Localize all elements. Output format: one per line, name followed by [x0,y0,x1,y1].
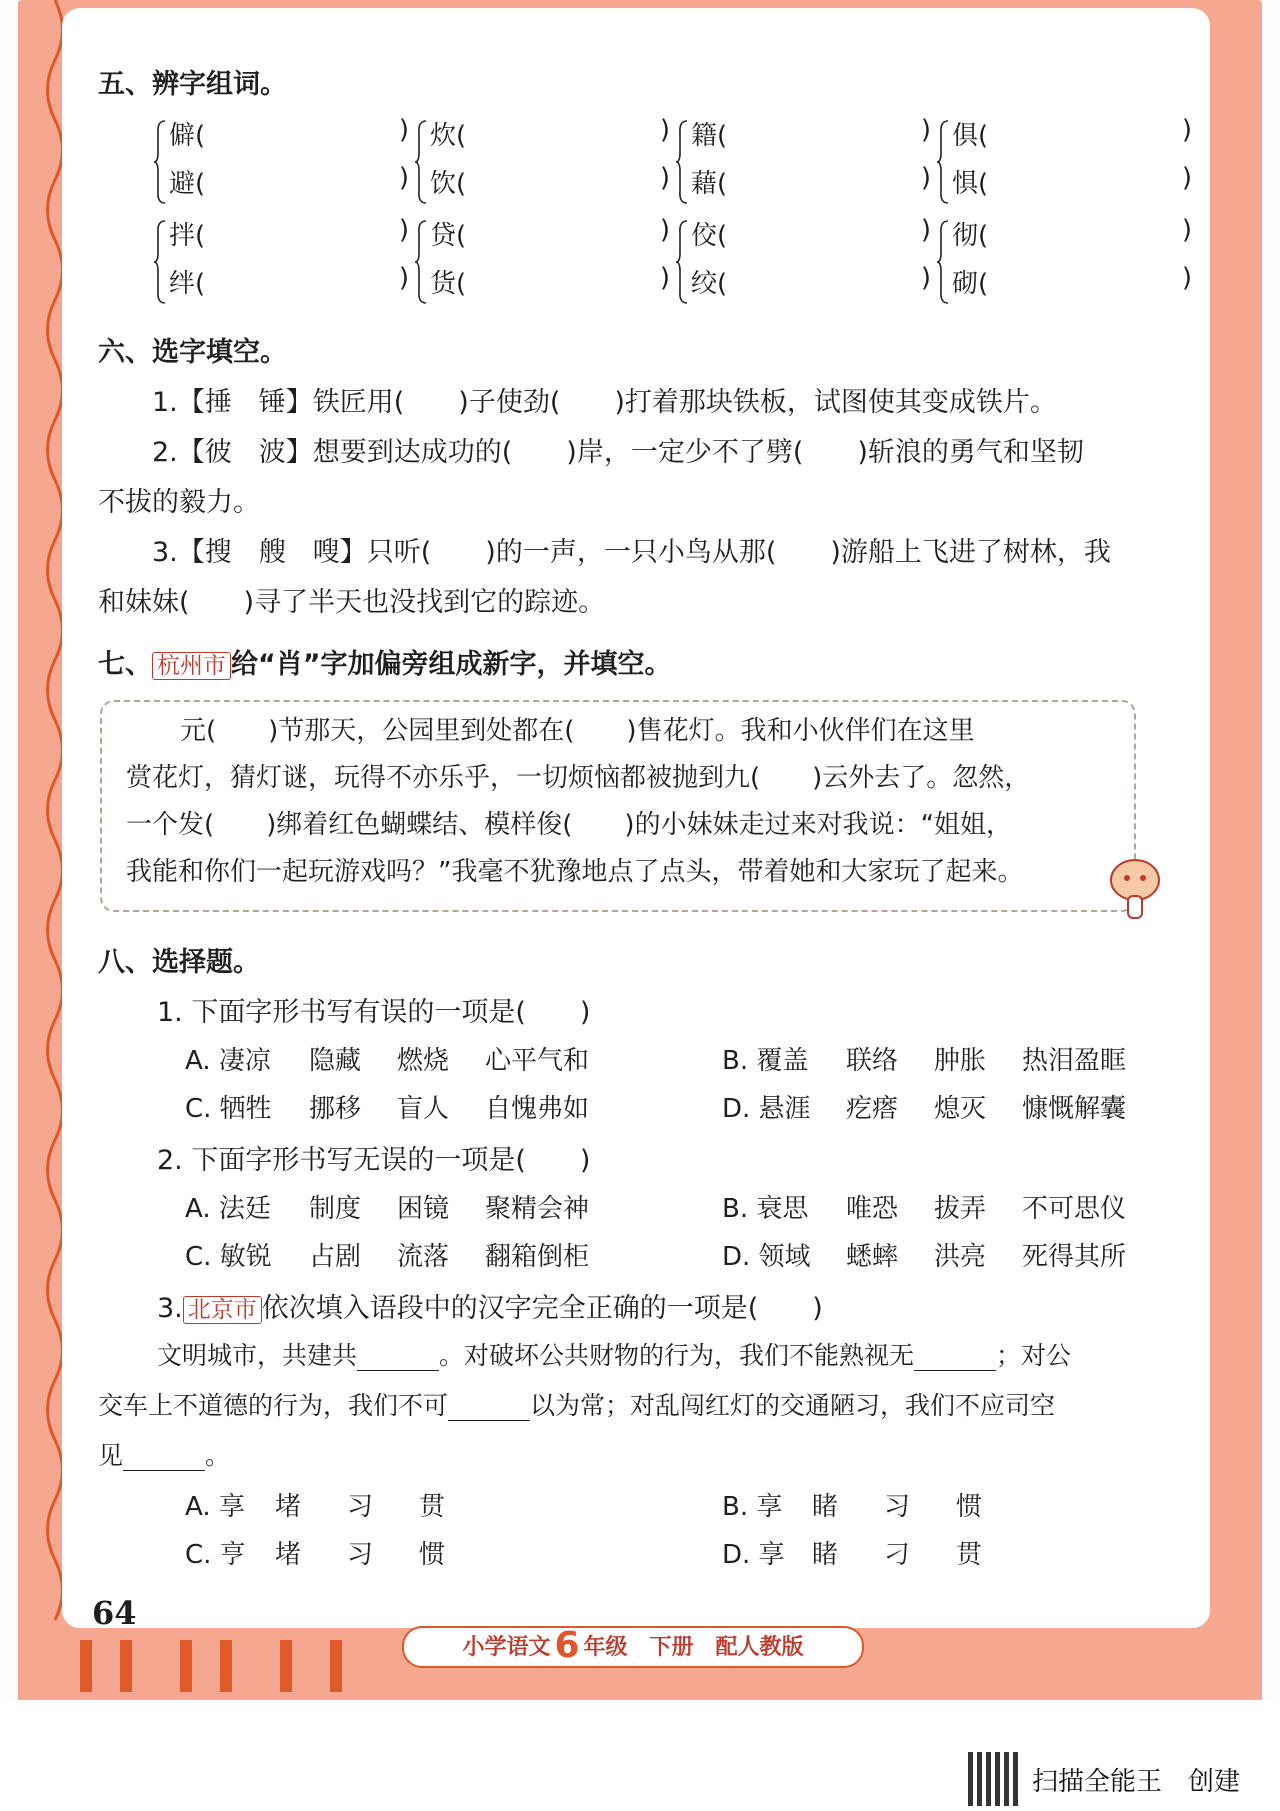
brace-icon [675,219,689,305]
option-word: D. 悬涯 [722,1094,811,1124]
option-word: 心平气和 [485,1046,590,1076]
brace-icon [153,219,167,305]
close-paren: ) [659,163,670,193]
option-b[interactable] [722,1188,1152,1225]
option-word: 联络 [846,1046,899,1076]
close-paren: ) [659,115,670,145]
close-paren: ) [1181,115,1192,145]
q3-text: 。对破坏公共财物的行为，我们不能熟视无 [439,1341,915,1370]
char-prompt: 僻( [169,121,206,151]
option-word: C. 牺牲 [185,1094,272,1124]
q3-text: ；对公 [996,1341,1072,1370]
pair-line[interactable] [169,163,409,200]
option-b[interactable] [722,1486,1016,1523]
option-d[interactable] [722,1088,1152,1125]
char-prompt: 炊( [430,121,467,151]
scanner-watermark [968,1752,1240,1806]
option-word: 惯 [956,1492,983,1522]
option-word: 翻箱倒柜 [485,1242,590,1272]
option-word: 习 [347,1492,374,1522]
close-paren: ) [1181,263,1192,293]
pair-line[interactable] [691,163,931,200]
option-word: 自愧弗如 [485,1094,590,1124]
passage-text [126,708,1116,896]
word-pairs-grid [153,115,1192,315]
option-word: 惯 [419,1540,446,1570]
section6-q3-line2: 和妹妹( )寻了半天也没找到它的踪迹。 [98,587,606,618]
option-word: 洪亮 [934,1242,987,1272]
close-paren: ) [398,115,409,145]
fence-post [120,1640,132,1692]
option-word: 燃烧 [397,1046,450,1076]
option-word: 堵 [275,1540,302,1570]
section6-q2-line1: 2.【彼 波】想要到达成功的( )岸，一定少不了劈( )斩浪的勇气和坚韧 [152,437,1084,468]
section8-q3 [157,1286,823,1325]
option-word: 贯 [956,1540,983,1570]
option-word: 盲人 [397,1094,450,1124]
option-a[interactable] [185,1486,479,1523]
option-word: 睹 [812,1540,839,1570]
word-pair [153,215,413,311]
answer-blank[interactable] [357,1341,439,1371]
close-paren: ) [398,163,409,193]
pair-line[interactable] [952,115,1192,152]
option-word: 制度 [309,1194,362,1224]
char-prompt: 佼( [691,221,728,251]
char-prompt: 惧( [952,169,989,199]
option-word: 习 [347,1540,374,1570]
char-prompt: 藉( [691,169,728,199]
region-tag: 北京市 [183,1296,262,1324]
option-word: A. 法廷 [185,1194,271,1224]
option-word: B. 衰思 [722,1194,809,1224]
option-word: C. 亨 [185,1540,246,1570]
option-d[interactable] [722,1236,1152,1273]
section6-q1: 1.【捶 锤】铁匠用( )子使劲( )打着那块铁板，试图使其变成铁片。 [152,387,1057,418]
option-word: 睹 [812,1492,839,1522]
brace-icon [153,119,167,205]
pair-line[interactable] [952,215,1192,252]
option-b[interactable] [722,1040,1152,1077]
section8-q1: 1. 下面字形书写有误的一项是( ) [157,997,591,1028]
page-number: 64 [92,1594,137,1632]
passage-line: 我能和你们一起玩游戏吗？”我毫不犹豫地点了点头，带着她和大家玩了起来。 [126,857,1024,887]
brace-icon [936,219,950,305]
option-word: 拔弄 [934,1194,987,1224]
option-word: B. 享 [722,1492,783,1522]
q3-question: 依次填入语段中的汉字完全正确的一项是( ) [261,1293,823,1324]
option-word: 隐藏 [309,1046,362,1076]
section8-q2: 2. 下面字形书写无误的一项是( ) [157,1145,591,1176]
banner-edition: 年级 下册 配人教版 [583,1635,804,1660]
word-pair [414,115,674,211]
answer-blank[interactable] [914,1341,996,1371]
pair-line[interactable] [952,163,1192,200]
passage-box [100,700,1136,912]
passage-line: 一个发( )绑着红色蝴蝶结、模样俊( )的小妹妹走过来对我说：“姐姐， [126,810,1013,840]
section8-heading: 八、选择题。 [98,947,260,978]
paper-bottom [62,1580,1210,1628]
pair-line[interactable] [430,163,670,200]
option-word: 不可思仪 [1022,1194,1127,1224]
option-word: 聚精会神 [485,1194,590,1224]
option-c[interactable] [185,1534,479,1571]
scanner-label: 扫描全能王 创建 [1031,1766,1240,1797]
option-c[interactable] [185,1236,615,1273]
mushroom-icon [1106,852,1164,924]
pair-line[interactable] [169,215,409,252]
word-pair [153,115,413,211]
close-paren: ) [920,215,931,245]
option-word: 习 [884,1492,911,1522]
word-pair [936,115,1196,211]
brace-icon [936,119,950,205]
option-word: 困镜 [397,1194,450,1224]
char-prompt: 避( [169,169,206,199]
section7-instruction: 给“肖”字加偏旁组成新字，并填空。 [231,649,672,680]
close-paren: ) [659,215,670,245]
answer-blank[interactable] [448,1391,530,1421]
close-paren: ) [920,115,931,145]
option-word: 蟋蟀 [846,1242,899,1272]
option-word: 肿胀 [934,1046,987,1076]
option-word: A. 凄凉 [185,1046,271,1076]
pair-line[interactable] [169,115,409,152]
q3-text: 交车上不道德的行为，我们不可 [98,1391,449,1420]
passage-line: 元( )节那天，公园里到处都在( )售花灯。我和小伙伴们在这里 [180,716,975,746]
word-pair [414,215,674,311]
fence-post [220,1640,232,1692]
q3-text: 见 [98,1441,124,1470]
pair-line[interactable] [430,215,670,252]
brace-icon [414,119,428,205]
q3-passage-line3 [98,1436,230,1472]
q3-number: 3. [157,1293,183,1324]
word-pair [936,215,1196,311]
option-word: 占剧 [309,1242,362,1272]
option-word: 热泪盈眶 [1022,1046,1127,1076]
option-word: 慷慨解囊 [1022,1094,1127,1124]
pair-line[interactable] [952,263,1192,300]
option-word: D. 领域 [722,1242,811,1272]
answer-blank[interactable] [123,1441,205,1471]
close-paren: ) [920,263,931,293]
option-word: C. 敏锐 [185,1242,272,1272]
q3-text: 以为常；对乱闯红灯的交通陋习，我们不应司空 [530,1391,1056,1420]
option-c[interactable] [185,1088,615,1125]
banner-grade: 6 [554,1625,580,1666]
section6-q3-line1: 3.【搜 艘 嗖】只听( )的一声，一只小鸟从那( )游船上飞进了树林，我 [152,537,1111,568]
pair-line[interactable] [691,263,931,300]
close-paren: ) [1181,163,1192,193]
option-word: A. 享 [185,1492,245,1522]
option-word: 熄灭 [934,1094,987,1124]
pair-line[interactable] [691,215,931,252]
option-word: 唯恐 [846,1194,899,1224]
word-pair [675,115,935,211]
region-tag: 杭州市 [152,652,231,680]
pair-line[interactable] [691,115,931,152]
passage-line: 赏花灯，猜灯谜，玩得不亦乐乎，一切烦恼都被抛到九( )云外去了。忽然， [126,763,1031,793]
q3-passage-line1 [157,1336,1071,1372]
brace-icon [414,219,428,305]
option-word: 刁 [884,1540,911,1570]
option-word: 堵 [275,1492,302,1522]
char-prompt: 俱( [952,121,989,151]
book-title-banner [402,1626,864,1668]
close-paren: ) [398,215,409,245]
fence-post [330,1640,342,1692]
qr-code-icon [968,1752,1022,1806]
q3-text: 。 [205,1441,231,1470]
fence-post [180,1640,192,1692]
close-paren: ) [920,163,931,193]
char-prompt: 贷( [430,221,467,251]
close-paren: ) [398,263,409,293]
option-a[interactable] [185,1188,615,1225]
section5-heading: 五、辨字组词。 [98,69,287,100]
char-prompt: 拌( [169,221,206,251]
option-d[interactable] [722,1534,1016,1571]
pair-line[interactable] [430,115,670,152]
pair-line[interactable] [169,263,409,300]
q3-passage-line2 [98,1386,1055,1422]
option-word: 挪移 [309,1094,362,1124]
q3-text: 文明城市，共建共 [157,1341,358,1370]
option-word: D. 享 [722,1540,785,1570]
option-word: 疙瘩 [846,1094,899,1124]
banner-subject: 小学语文 [462,1635,551,1660]
close-paren: ) [1181,215,1192,245]
char-prompt: 彻( [952,221,989,251]
char-prompt: 绊( [169,269,206,299]
section6-q2-line2: 不拔的毅力。 [98,487,260,518]
char-prompt: 籍( [691,121,728,151]
brace-icon [675,119,689,205]
word-pair [675,215,935,311]
option-word: 死得其所 [1022,1242,1127,1272]
pair-line[interactable] [430,263,670,300]
option-a[interactable] [185,1040,615,1077]
option-word: B. 覆盖 [722,1046,809,1076]
char-prompt: 货( [430,269,467,299]
section6-heading: 六、选字填空。 [98,337,287,368]
close-paren: ) [659,263,670,293]
option-word: 贯 [419,1492,446,1522]
char-prompt: 砌( [952,269,989,299]
fence-post [80,1640,92,1692]
section7-heading [98,642,672,681]
fence-post [280,1640,292,1692]
section7-number: 七、 [98,649,152,680]
char-prompt: 饮( [430,169,467,199]
option-word: 流落 [397,1242,450,1272]
char-prompt: 绞( [691,269,728,299]
